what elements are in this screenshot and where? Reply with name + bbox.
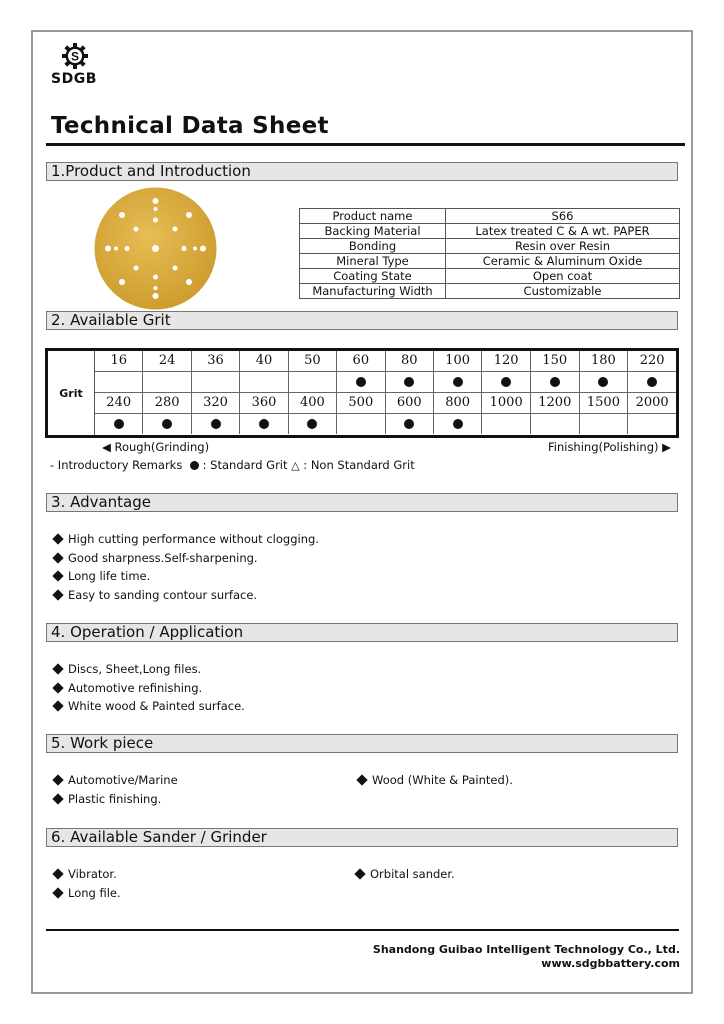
grit-mark-cell (143, 372, 191, 393)
bullet-text: Discs, Sheet,Long files. (68, 662, 202, 676)
grit-value: 320 (191, 393, 239, 414)
bullet-item (52, 567, 319, 586)
grit-mark-cell (191, 372, 239, 393)
product-spec-row (300, 284, 680, 299)
product-spec-row (300, 209, 680, 224)
grit-mark-cell (288, 372, 336, 393)
page-title: Technical Data Sheet (51, 113, 329, 139)
bullet-item (52, 549, 319, 568)
grit-value: 500 (337, 393, 385, 414)
bullet-text: Orbital sander. (370, 867, 455, 881)
grit-mark-cell (240, 414, 288, 435)
bullet-item (52, 790, 178, 809)
standard-grit-dot-icon (259, 419, 269, 429)
diamond-bullet-icon (52, 533, 63, 544)
bullet-item (52, 586, 319, 605)
grit-mark-cell (433, 372, 481, 393)
scale-rough-label: Rough(Grinding) (114, 440, 210, 454)
spec-value: Latex treated C & A wt. PAPER (446, 224, 680, 239)
scale-finishing-label: Finishing(Polishing) (547, 440, 659, 454)
diamond-bullet-icon (52, 774, 63, 785)
grit-mark-cell (288, 414, 336, 435)
diamond-bullet-icon (354, 868, 365, 879)
product-spec-table (299, 208, 680, 299)
grit-mark-cell (385, 414, 433, 435)
spec-value: Customizable (446, 284, 680, 299)
grit-mark-cell (143, 414, 191, 435)
grit-value: 36 (191, 351, 239, 372)
diamond-bullet-icon (52, 793, 63, 804)
standard-grit-dot-icon (453, 377, 463, 387)
standard-grit-dot-icon (598, 377, 608, 387)
bullet-text: Wood (White & Painted). (372, 773, 513, 787)
product-spec-row (300, 239, 680, 254)
standard-grit-dot-icon (404, 377, 414, 387)
grit-mark-cell (191, 414, 239, 435)
grit-values-row (95, 351, 676, 372)
grit-value: 100 (433, 351, 481, 372)
grit-value: 240 (95, 393, 143, 414)
grit-marks-row (95, 414, 676, 435)
bullet-item (356, 771, 513, 790)
spec-key: Product name (300, 209, 446, 224)
product-spec-row (300, 254, 680, 269)
standard-grit-dot-icon (211, 419, 221, 429)
sander-list-left (52, 865, 121, 902)
bullet-item (52, 660, 245, 679)
logo-text: SDGB (51, 71, 97, 87)
spec-value: S66 (446, 209, 680, 224)
section-header-workpiece: 5. Work piece (46, 734, 678, 753)
workpiece-list-left (52, 771, 178, 808)
grit-mark-cell (95, 372, 143, 393)
grit-mark-cell (579, 414, 628, 435)
footer-url: www.sdgbbattery.com (541, 957, 680, 970)
bullet-item (52, 530, 319, 549)
non-standard-triangle-icon: △ (291, 459, 300, 472)
sander-list-right (354, 865, 455, 884)
spec-value: Resin over Resin (446, 239, 680, 254)
grit-remarks (50, 458, 415, 472)
section-header-product: 1.Product and Introduction (46, 162, 678, 181)
spec-key: Bonding (300, 239, 446, 254)
product-spec-row (300, 224, 680, 239)
grit-value: 400 (288, 393, 336, 414)
svg-text:S: S (70, 49, 80, 64)
bullet-text: Vibrator. (68, 867, 117, 881)
diamond-bullet-icon (356, 774, 367, 785)
grit-grid (95, 351, 676, 434)
standard-dot-icon (190, 461, 199, 470)
scale-finishing: Finishing(Polishing) ▶ (547, 440, 671, 454)
section-header-advantage: 3. Advantage (46, 493, 678, 512)
grit-mark-cell (240, 372, 288, 393)
diamond-bullet-icon (52, 700, 63, 711)
grit-mark-cell (579, 372, 628, 393)
grit-mark-cell (337, 414, 385, 435)
bullet-item (52, 679, 245, 698)
spec-key: Coating State (300, 269, 446, 284)
grit-value: 800 (433, 393, 481, 414)
bullet-text: Long file. (68, 885, 121, 900)
bullet-text: White wood & Painted surface. (68, 699, 245, 713)
advantage-list (52, 530, 319, 604)
bullet-text: Plastic finishing. (68, 791, 162, 806)
remarks-nonstandard: : Non Standard Grit (303, 458, 415, 472)
spec-key: Mineral Type (300, 254, 446, 269)
grit-mark-cell (337, 372, 385, 393)
spec-key: Manufacturing Width (300, 284, 446, 299)
standard-grit-dot-icon (404, 419, 414, 429)
grit-value: 150 (531, 351, 580, 372)
diamond-bullet-icon (52, 570, 63, 581)
grit-value: 40 (240, 351, 288, 372)
grit-mark-cell (482, 414, 531, 435)
bullet-item (354, 865, 455, 884)
section-header-sander: 6. Available Sander / Grinder (46, 828, 678, 847)
grit-value: 600 (385, 393, 433, 414)
grit-marks-row (95, 372, 676, 393)
footer-divider (46, 929, 679, 931)
grit-values-row (95, 393, 676, 414)
diamond-bullet-icon (52, 682, 63, 693)
standard-grit-dot-icon (501, 377, 511, 387)
spec-value: Open coat (446, 269, 680, 284)
grit-mark-cell (628, 414, 676, 435)
diamond-bullet-icon (52, 552, 63, 563)
bullet-item (52, 697, 245, 716)
standard-grit-dot-icon (356, 377, 366, 387)
bullet-item (52, 771, 178, 790)
spec-key: Backing Material (300, 224, 446, 239)
remarks-standard: : Standard Grit (202, 458, 288, 472)
standard-grit-dot-icon (307, 419, 317, 429)
grit-value: 1000 (482, 393, 531, 414)
grit-value: 280 (143, 393, 191, 414)
diamond-bullet-icon (52, 663, 63, 674)
remarks-prefix: - Introductory Remarks (50, 458, 183, 472)
grit-value: 120 (482, 351, 531, 372)
standard-grit-dot-icon (453, 419, 463, 429)
grit-value: 24 (143, 351, 191, 372)
standard-grit-dot-icon (550, 377, 560, 387)
bullet-item (52, 884, 121, 903)
bullet-text: High cutting performance without clogging. (68, 532, 319, 546)
diamond-bullet-icon (52, 887, 63, 898)
application-list (52, 660, 245, 716)
grit-label: Grit (48, 351, 95, 435)
bullet-text: Good sharpness.Self-sharpening. (68, 550, 258, 565)
grit-value: 1500 (579, 393, 628, 414)
standard-grit-dot-icon (114, 419, 124, 429)
bullet-text: Automotive refinishing. (68, 680, 203, 695)
bullet-item (52, 865, 121, 884)
grit-mark-cell (433, 414, 481, 435)
grit-value: 220 (628, 351, 676, 372)
grit-value: 16 (95, 351, 143, 372)
grit-value: 180 (579, 351, 628, 372)
spec-value: Ceramic & Aluminum Oxide (446, 254, 680, 269)
grit-table (45, 348, 679, 438)
bullet-text: Automotive/Marine (68, 773, 178, 787)
grit-mark-cell (628, 372, 676, 393)
product-spec-row (300, 269, 680, 284)
grit-mark-cell (385, 372, 433, 393)
section-header-application: 4. Operation / Application (46, 623, 678, 642)
grit-value: 60 (337, 351, 385, 372)
grit-value: 50 (288, 351, 336, 372)
grit-value: 360 (240, 393, 288, 414)
scale-rough: ◀ Rough(Grinding) (102, 440, 210, 454)
standard-grit-dot-icon (162, 419, 172, 429)
grit-mark-cell (531, 414, 580, 435)
sanding-disc-image (94, 187, 217, 310)
workpiece-list-right (356, 771, 513, 790)
standard-grit-dot-icon (647, 377, 657, 387)
footer-company: Shandong Guibao Intelligent Technology Co., Ltd. (372, 943, 680, 956)
diamond-bullet-icon (52, 589, 63, 600)
section-header-grit: 2. Available Grit (46, 311, 678, 330)
bullet-text: Easy to sanding contour surface. (68, 587, 258, 602)
title-divider (46, 143, 685, 146)
grit-value: 2000 (628, 393, 676, 414)
grit-mark-cell (482, 372, 531, 393)
grit-mark-cell (531, 372, 580, 393)
grit-value: 1200 (531, 393, 580, 414)
bullet-text: Long life time. (68, 569, 151, 583)
grit-mark-cell (95, 414, 143, 435)
grit-value: 80 (385, 351, 433, 372)
diamond-bullet-icon (52, 868, 63, 879)
